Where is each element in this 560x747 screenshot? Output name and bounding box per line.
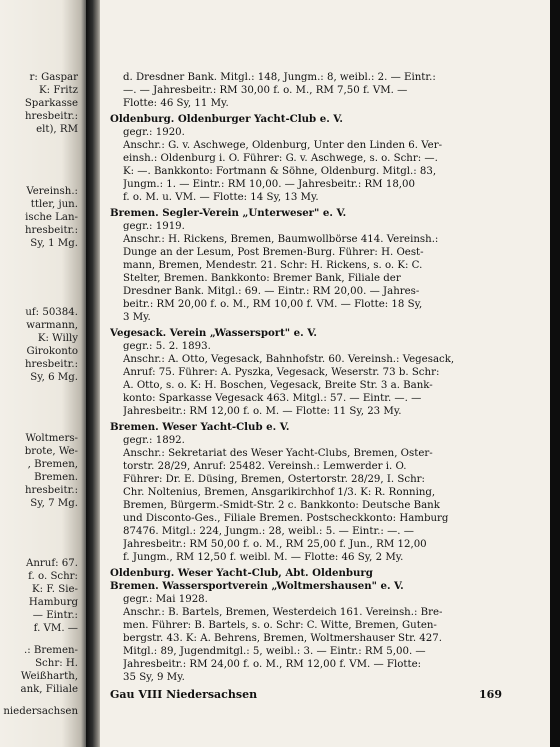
entry-text-line: und Disconto-Ges., Filiale Bremen. Postscheckkonto: Hamburg [123, 513, 449, 524]
facing-page-line: Hamburg [28, 597, 78, 608]
facing-page-line: elt), RM [36, 124, 78, 135]
facing-page-line: ank, Filiale [20, 684, 78, 695]
facing-page-line: Sy, 7 Mg. [30, 498, 78, 509]
entry-text-line: einsh.: Oldenburg i. O. Führer: G. v. Aschwege, s. o. Schr: —. [123, 153, 438, 164]
entry-text-line: gegr.: 1920. [123, 127, 185, 138]
entry-text-line: torstr. 28/29, Anruf: 25482. Vereinsh.: Lemwerder i. O. [123, 461, 407, 472]
club-heading: Vegesack. Verein „Wassersport" e. V. [110, 327, 317, 339]
entry-text-line: Anschr.: A. Otto, Vegesack, Bahnhofstr. 60. Vereinsh.: Vegesack, [123, 354, 455, 365]
entry-text-line: Anschr.: B. Bartels, Bremen, Westerdeich 161. Vereinsh.: Bre- [123, 607, 443, 618]
entry-text-line: Bremen, Bürgerm.-Smidt-Str. 2 c. Bankkonto: Deutsche Bank [123, 500, 440, 511]
facing-page-line: hresbeitr.: [24, 485, 78, 496]
entry-text-line: gegr.: 5. 2. 1893. [123, 341, 211, 352]
facing-page-line: hresbeitr.: [24, 111, 78, 122]
facing-page-line: Sy, 6 Mg. [30, 372, 78, 383]
facing-page-line: Anruf: 67. [26, 558, 78, 569]
facing-page-line: Weißharth, [20, 671, 78, 682]
running-footer-section: Gau VIII Niedersachsen [110, 688, 258, 701]
entry-text-line: bergstr. 43. K: A. Behrens, Bremen, Woltmershauser Str. 427. [123, 633, 442, 644]
facing-page-line: , Bremen, [27, 459, 78, 470]
entry-text-line: Flotte: 46 Sy, 11 My. [123, 98, 229, 109]
entry-text-line: gegr.: 1892. [123, 435, 185, 446]
entry-text-line: A. Otto, s. o. K: H. Boschen, Vegesack, Breite Str. 3 a. Bank- [123, 380, 433, 391]
entry-text-line: Anschr.: H. Rickens, Bremen, Baumwollbörse 414. Vereinsh.: [123, 234, 439, 245]
entry-text-line: Führer: Dr. E. Düsing, Bremen, Ostertorstr. 28/29, I. Schr: [123, 474, 425, 485]
club-heading: Bremen. Wassersportverein „Woltmershausen" e. V. [110, 580, 404, 592]
facing-page-line: K: F. Sie- [32, 584, 78, 595]
entry-text-line: Anruf: 75. Führer: A. Pyszka, Vegesack, Weserstr. 73 b. Schr: [123, 367, 440, 378]
facing-page-line: f. VM. — [33, 623, 78, 634]
entry-text-line: 35 Sy, 9 My. [123, 672, 185, 683]
entry-text-line: 3 My. [123, 312, 151, 323]
entry-text-line: gegr.: 1919. [123, 221, 185, 232]
facing-page-line: — Eintr.: [32, 610, 78, 621]
entry-text-line: Jungm.: 1. — Eintr.: RM 10,00. — Jahresbeitr.: RM 18,00 [123, 179, 416, 190]
entry-text-line: beitr.: RM 20,00 f. o. M., RM 10,00 f. VM. — Flotte: 18 Sy, [123, 299, 423, 310]
facing-page-line: Vereinsh.: [26, 186, 78, 197]
facing-page-line: Sy, 1 Mg. [30, 238, 78, 249]
club-heading: Bremen. Segler-Verein „Unterweser" e. V. [110, 207, 347, 219]
entry-text-line: f. o. M. u. VM. — Flotte: 14 Sy, 13 My. [123, 192, 319, 203]
entry-text-line: 87476. Mitgl.: 224, Jungm.: 28, weibl.: 5. — Eintr.: —. — [123, 526, 414, 537]
facing-page-line: niedersachsen [3, 706, 78, 717]
entry-text-line: Anschr.: Sekretariat des Weser Yacht-Clubs, Bremen, Oster- [123, 448, 433, 459]
facing-page-line: Girokonto [26, 346, 78, 357]
entry-text-line: men. Führer: B. Bartels, s. o. Schr: C. Witte, Bremen, Guten- [123, 620, 437, 631]
facing-page-line: hresbeitr.: [24, 225, 78, 236]
facing-page-line: K: Willy [37, 333, 78, 344]
entry-text-line: K: —. Bankkonto: Fortmann & Söhne, Oldenburg. Mitgl.: 83, [123, 166, 437, 177]
facing-page-line: ische Lan- [25, 212, 78, 223]
facing-page-line: uf: 50384. [25, 307, 78, 318]
entry-text-line: Dunge an der Lesum, Post Bremen-Burg. Führer: H. Oest- [123, 247, 424, 258]
facing-page-line: warmann, [26, 320, 78, 331]
entry-text-line: mann, Bremen, Mendestr. 21. Schr: H. Rickens, s. o. K: C. [123, 260, 423, 271]
facing-page-line: Bremen. [34, 472, 78, 483]
entry-text-line: Jahresbeitr.: RM 12,00 f. o. M. — Flotte: 11 Sy, 23 My. [123, 406, 402, 417]
facing-page-line: brote, We- [24, 446, 78, 457]
facing-page-line: hresbeitr.: [24, 359, 78, 370]
club-heading: Oldenburg. Weser Yacht-Club, Abt. Oldenburg [110, 567, 373, 579]
page-edge-shadow [550, 0, 560, 747]
entry-text-line: Dresdner Bank. Mitgl.: 69. — Eintr.: RM 20,00. — Jahres- [123, 286, 420, 297]
facing-page-line: .: Bremen- [24, 645, 78, 656]
facing-page [0, 0, 88, 747]
page-number: 169 [479, 688, 502, 701]
facing-page-line: Woltmers- [25, 433, 78, 444]
entry-text-line: Jahresbeitr.: RM 50,00 f. o. M., RM 25,00 f. Jun., RM 12,00 [123, 539, 427, 550]
entry-text-line: Anschr.: G. v. Aschwege, Oldenburg, Unter den Linden 6. Ver- [123, 140, 443, 151]
entry-text-line: gegr.: Mai 1928. [123, 594, 208, 605]
facing-page-line: K: Fritz [39, 85, 78, 96]
entry-text-line: konto: Sparkasse Vegesack 463. Mitgl.: 57. — Eintr. —. — [123, 393, 422, 404]
facing-page-line: Schr: H. [35, 658, 78, 669]
facing-page-line: ttler, jun. [30, 199, 78, 210]
entry-text-line: Stelter, Bremen. Bankkonto: Bremer Bank, Filiale der [123, 273, 401, 284]
facing-page-line: f. o. Schr: [28, 571, 78, 582]
club-heading: Bremen. Weser Yacht-Club e. V. [110, 421, 290, 433]
entry-text-line: f. Jungm., RM 12,50 f. weibl. M. — Flotte: 46 Sy, 2 My. [123, 552, 404, 563]
entry-text-line: Mitgl.: 89, Jugendmitgl.: 5, weibl.: 3. — Eintr.: RM 5,00. — [123, 646, 426, 657]
club-heading: Oldenburg. Oldenburger Yacht-Club e. V. [110, 113, 343, 125]
entry-text-line: Jahresbeitr.: RM 24,00 f. o. M., RM 12,00 f. VM. — Flotte: [123, 659, 422, 670]
book-page [100, 0, 550, 747]
entry-text-line: d. Dresdner Bank. Mitgl.: 148, Jungm.: 8, weibl.: 2. — Eintr.: [123, 72, 436, 83]
entry-text-line: —. — Jahresbeitr.: RM 30,00 f. o. M., RM 7,50 f. VM. — [123, 85, 408, 96]
facing-page-line: Sparkasse [24, 98, 78, 109]
facing-page-line: r: Gaspar [29, 72, 78, 83]
entry-text-line: Chr. Noltenius, Bremen, Ansgarikirchhof 1/3. K: R. Ronning, [123, 487, 436, 498]
